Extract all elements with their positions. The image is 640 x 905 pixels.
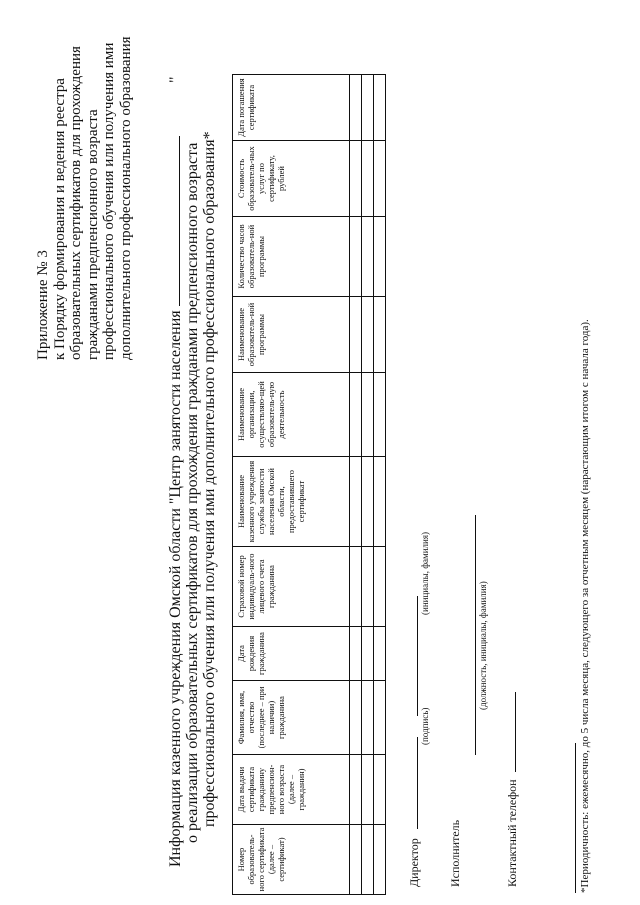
col-header-employment-center: Наименование казенного учреждения службы занятости населения Омской области, предоставившего сертификат: [233, 457, 350, 547]
table-cell[interactable]: [362, 141, 374, 217]
table-cell[interactable]: [350, 373, 362, 457]
table-cell[interactable]: [362, 547, 374, 627]
director-name-hint: (инициалы, фамилия): [420, 532, 430, 615]
table-cell[interactable]: [374, 75, 386, 141]
col-header-insurance-number: Страховой номер индивидуаль-ного лицевого счета гражданина: [233, 547, 350, 627]
table-cell[interactable]: [362, 681, 374, 755]
col-header-birth-date: Дата рождения гражданина: [233, 627, 350, 681]
appendix-line: Приложение № 3: [35, 250, 51, 360]
table-cell[interactable]: [350, 627, 362, 681]
table-cell[interactable]: [350, 681, 362, 755]
appendix-line: профессионального обучения или получения ими: [101, 42, 117, 360]
director-signature-hint: (подпись): [420, 707, 430, 745]
appendix-block: [35, 20, 134, 360]
title-line-2: о реализации образовательных сертификатов для прохождения гражданами предпенсионного возраста: [184, 142, 201, 843]
footnote: *Периодичность: ежемесячно, до 5 числа месяца, следующего за отчетным месяцем (нарастающим итогом с начала года).: [579, 319, 591, 893]
executor-hint: (должность, инициалы, фамилия): [478, 581, 488, 710]
director-signature-field[interactable]: [405, 737, 418, 829]
appendix-line: к Порядку формирования и ведения реестра: [51, 78, 68, 360]
table-cell[interactable]: [350, 825, 362, 895]
table-cell[interactable]: [362, 825, 374, 895]
table-cell[interactable]: [350, 141, 362, 217]
col-header-full-name: Фамилия, имя, отчество (последнее – при наличии) гражданина: [233, 681, 350, 755]
col-header-education-organization: Наименование организации, осуществляю-щей образователь-ную деятельность: [233, 373, 350, 457]
table-cell[interactable]: [350, 755, 362, 825]
table-cell[interactable]: [350, 217, 362, 297]
table-row: [374, 75, 386, 895]
table-cell[interactable]: [362, 217, 374, 297]
title-line-1: [167, 0, 184, 905]
table-row: [362, 75, 374, 895]
footnote-separator: [575, 743, 576, 893]
contact-phone-field[interactable]: [503, 692, 516, 772]
table-cell[interactable]: [374, 681, 386, 755]
title-line-1-text: Информация казенного учреждения Омской области "Центр занятости населения: [167, 310, 184, 867]
table-cell[interactable]: [362, 457, 374, 547]
appendix-line: гражданами предпенсионного возраста: [84, 109, 101, 360]
col-header-redemption-date: Дата погашения сертификата: [233, 75, 350, 141]
table-cell[interactable]: [350, 457, 362, 547]
table-cell[interactable]: [374, 373, 386, 457]
table-cell[interactable]: [374, 457, 386, 547]
table-cell[interactable]: [374, 825, 386, 895]
table-cell[interactable]: [374, 547, 386, 627]
contact-phone-label: Контактный телефон: [505, 779, 519, 887]
table-cell[interactable]: [374, 755, 386, 825]
col-header-cost: Стоимость образователь-ных услуг по сертификату, рублей: [233, 141, 350, 217]
title-closing-quote: ": [167, 76, 184, 83]
table-cell[interactable]: [374, 217, 386, 297]
col-header-program-hours: Количество часов образователь-ной программы: [233, 217, 350, 297]
col-header-certificate-number: Номер образователь-ного сертификата (далее – сертификат): [233, 825, 350, 895]
table-cell[interactable]: [362, 755, 374, 825]
center-name-fill-line: [167, 136, 180, 306]
col-header-program-name: Наименование образователь-ной программы: [233, 297, 350, 373]
contact-phone-line: [503, 692, 520, 887]
table-cell[interactable]: [350, 297, 362, 373]
director-label: Директор: [407, 838, 421, 887]
table-cell[interactable]: [374, 141, 386, 217]
title-line-3: профессионального обучения или получения ими дополнительного профессионального образования*: [201, 131, 218, 827]
executor-line: [448, 820, 463, 887]
table-cell[interactable]: [362, 373, 374, 457]
director-name-field[interactable]: [405, 596, 418, 716]
col-header-issue-date: Дата выдачи сертификата гражданину предпенсион-ного возраста (далее – гражданин): [233, 755, 350, 825]
table-cell[interactable]: [374, 627, 386, 681]
table-cell[interactable]: [362, 75, 374, 141]
report-table: [232, 74, 386, 895]
table-cell[interactable]: [362, 627, 374, 681]
document-title: [167, 0, 218, 905]
appendix-line: дополнительного профессионального образования: [117, 36, 134, 360]
table-cell[interactable]: [362, 297, 374, 373]
table-row: [350, 75, 362, 895]
table-cell[interactable]: [350, 547, 362, 627]
executor-field[interactable]: [463, 515, 476, 755]
executor-label: Исполнитель: [448, 819, 462, 887]
table-cell[interactable]: [374, 297, 386, 373]
table-cell[interactable]: [350, 75, 362, 141]
table-header-row: [233, 75, 350, 895]
appendix-line: образовательных сертификатов для прохождения: [68, 46, 84, 360]
